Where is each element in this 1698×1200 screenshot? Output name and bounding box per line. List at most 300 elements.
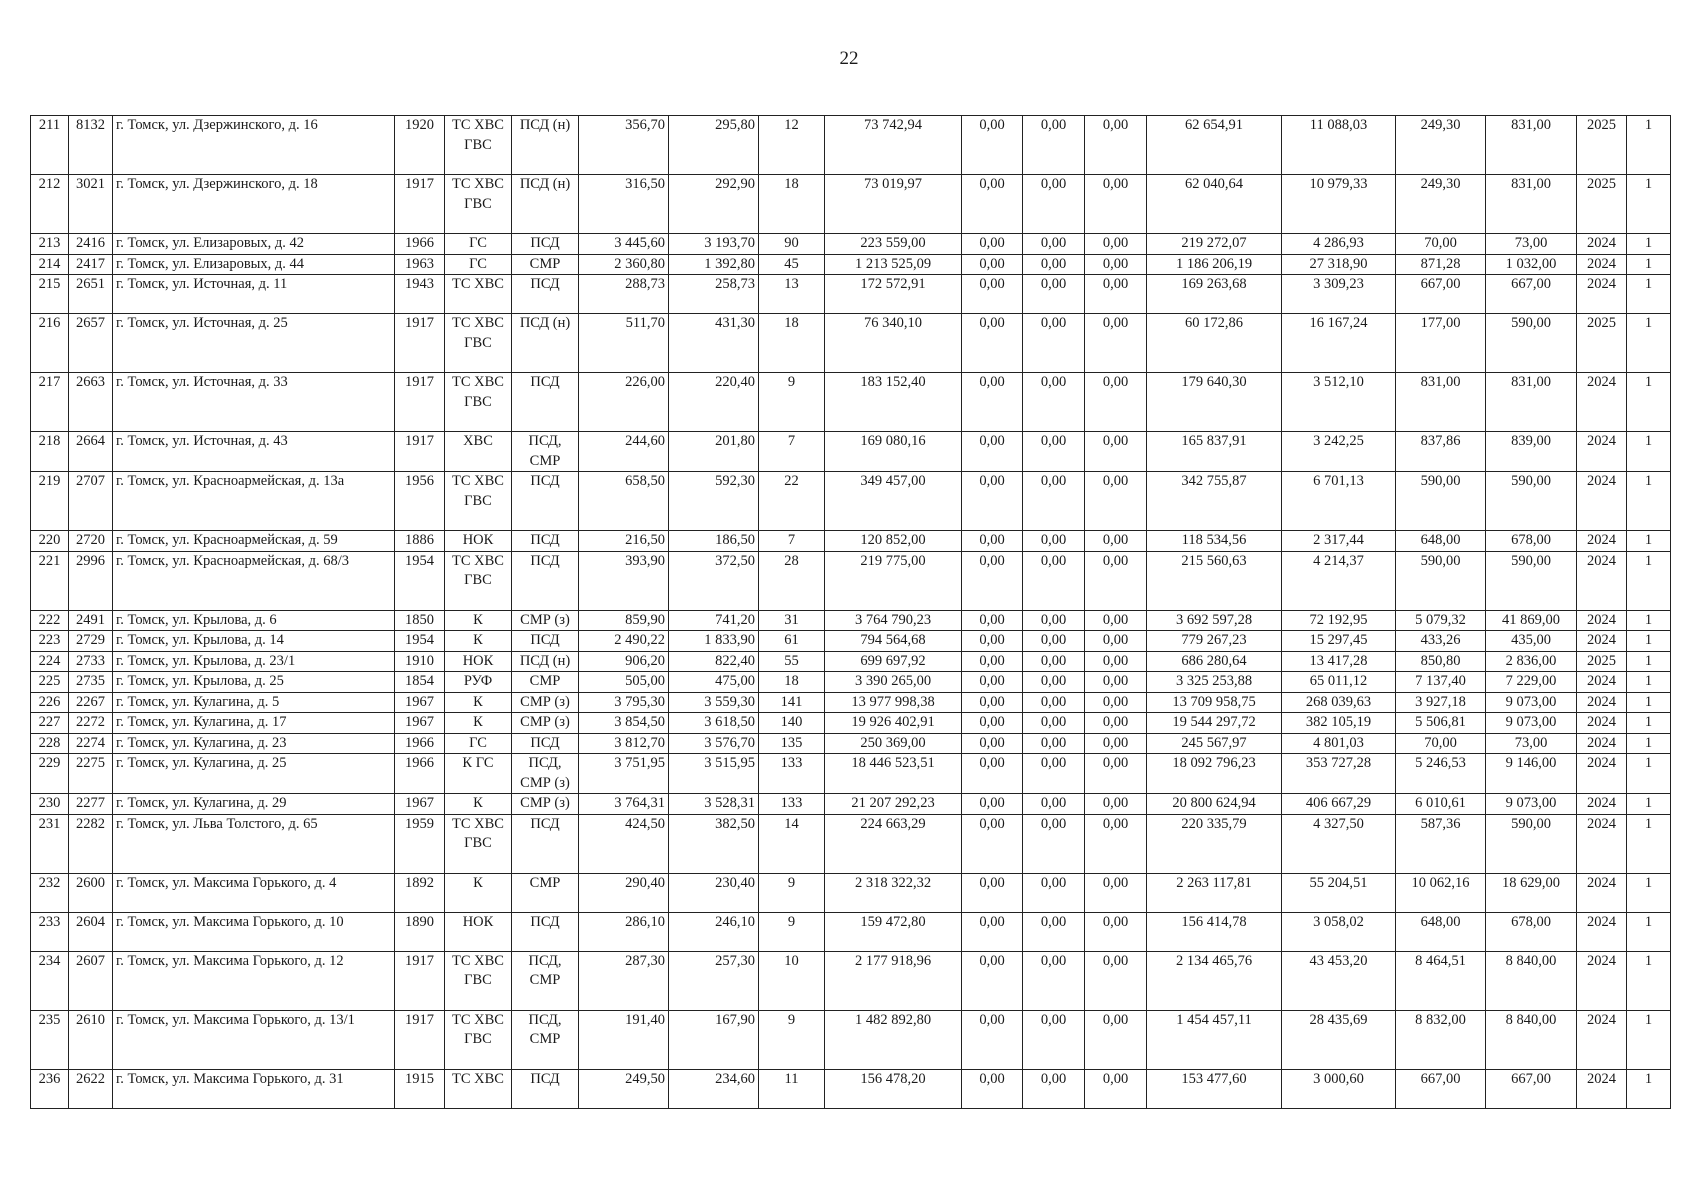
cell-unit-cost: 7 137,40 [1396, 672, 1486, 693]
cell-total-cost: 1 213 525,09 [825, 254, 962, 275]
cell-residents: 9 [759, 1010, 825, 1069]
cell-fund-owners: 118 534,56 [1147, 531, 1282, 552]
cell-work-type: ПСД [512, 631, 579, 652]
cell-system-type: ТС ХВС [445, 275, 512, 314]
cell-fund-owners: 245 567,97 [1147, 733, 1282, 754]
cell-address: г. Томск, ул. Елизаровых, д. 42 [113, 234, 395, 255]
cell-house-code: 2417 [69, 254, 113, 275]
cell-residents: 141 [759, 692, 825, 713]
cell-system-type: ГС [445, 254, 512, 275]
cell-count: 1 [1627, 551, 1671, 610]
cell-fund-local: 0,00 [1085, 551, 1147, 610]
cell-living-area: 822,40 [669, 651, 759, 672]
cell-plan-year: 2024 [1577, 672, 1627, 693]
cell-total-cost: 1 482 892,80 [825, 1010, 962, 1069]
page-number: 22 [839, 48, 859, 69]
cell-plan-year: 2024 [1577, 814, 1627, 873]
cell-fund-federal: 0,00 [962, 531, 1023, 552]
cell-total-cost: 223 559,00 [825, 234, 962, 255]
cell-count: 1 [1627, 432, 1671, 472]
cell-total-cost: 73 019,97 [825, 175, 962, 234]
cell-unit-cost: 433,26 [1396, 631, 1486, 652]
cell-count: 1 [1627, 713, 1671, 734]
cell-work-type: СМР (з) [512, 713, 579, 734]
cell-fund-regional: 0,00 [1023, 1010, 1085, 1069]
cell-fund-owners: 3 325 253,88 [1147, 672, 1282, 693]
cell-fund-federal: 0,00 [962, 254, 1023, 275]
cell-address: г. Томск, ул. Максима Горького, д. 13/1 [113, 1010, 395, 1069]
cell-fund-local: 0,00 [1085, 610, 1147, 631]
cell-system-type: К ГС [445, 754, 512, 794]
cell-work-type: ПСД [512, 472, 579, 531]
cell-fund-other: 3 000,60 [1282, 1069, 1396, 1108]
cell-plan-year: 2024 [1577, 234, 1627, 255]
cell-count: 1 [1627, 314, 1671, 373]
cell-unit-cost: 5 079,32 [1396, 610, 1486, 631]
cell-living-area: 3 559,30 [669, 692, 759, 713]
cell-fund-local: 0,00 [1085, 275, 1147, 314]
cell-fund-other: 2 317,44 [1282, 531, 1396, 552]
cell-fund-federal: 0,00 [962, 631, 1023, 652]
cell-system-type: К [445, 610, 512, 631]
cell-unit-limit: 590,00 [1486, 814, 1577, 873]
cell-house-code: 2996 [69, 551, 113, 610]
cell-count: 1 [1627, 912, 1671, 951]
cell-address: г. Томск, ул. Кулагина, д. 17 [113, 713, 395, 734]
cell-total-cost: 250 369,00 [825, 733, 962, 754]
cell-fund-other: 3 058,02 [1282, 912, 1396, 951]
cell-total-cost: 2 318 322,32 [825, 873, 962, 912]
cell-fund-owners: 779 267,23 [1147, 631, 1282, 652]
cell-work-type: ПСД, СМР (з) [512, 754, 579, 794]
cell-address: г. Томск, ул. Максима Горького, д. 12 [113, 951, 395, 1010]
cell-total-cost: 2 177 918,96 [825, 951, 962, 1010]
cell-build-year: 1959 [395, 814, 445, 873]
cell-row-number: 223 [31, 631, 69, 652]
cell-work-type: ПСД, СМР [512, 951, 579, 1010]
cell-fund-regional: 0,00 [1023, 814, 1085, 873]
cell-row-number: 213 [31, 234, 69, 255]
table-row [31, 951, 1671, 1010]
cell-plan-year: 2024 [1577, 951, 1627, 1010]
cell-fund-local: 0,00 [1085, 373, 1147, 432]
cell-unit-limit: 1 032,00 [1486, 254, 1577, 275]
cell-unit-cost: 871,28 [1396, 254, 1486, 275]
cell-residents: 133 [759, 754, 825, 794]
cell-fund-regional: 0,00 [1023, 873, 1085, 912]
cell-total-area: 3 795,30 [579, 692, 669, 713]
cell-total-area: 505,00 [579, 672, 669, 693]
cell-residents: 55 [759, 651, 825, 672]
cell-unit-limit: 41 869,00 [1486, 610, 1577, 631]
cell-system-type: ГС [445, 733, 512, 754]
cell-fund-local: 0,00 [1085, 472, 1147, 531]
cell-count: 1 [1627, 1069, 1671, 1108]
cell-plan-year: 2024 [1577, 912, 1627, 951]
cell-fund-local: 0,00 [1085, 254, 1147, 275]
cell-fund-regional: 0,00 [1023, 754, 1085, 794]
cell-plan-year: 2024 [1577, 551, 1627, 610]
cell-unit-limit: 667,00 [1486, 275, 1577, 314]
cell-total-area: 3 751,95 [579, 754, 669, 794]
cell-address: г. Томск, ул. Источная, д. 43 [113, 432, 395, 472]
table-row [31, 275, 1671, 314]
cell-house-code: 2651 [69, 275, 113, 314]
cell-address: г. Томск, ул. Крылова, д. 25 [113, 672, 395, 693]
cell-total-area: 658,50 [579, 472, 669, 531]
cell-unit-limit: 831,00 [1486, 373, 1577, 432]
cell-unit-cost: 70,00 [1396, 234, 1486, 255]
cell-fund-regional: 0,00 [1023, 912, 1085, 951]
cell-unit-cost: 831,00 [1396, 373, 1486, 432]
cell-plan-year: 2025 [1577, 175, 1627, 234]
cell-unit-cost: 5 506,81 [1396, 713, 1486, 734]
cell-row-number: 217 [31, 373, 69, 432]
cell-system-type: К [445, 713, 512, 734]
cell-work-type: ПСД [512, 551, 579, 610]
table-row [31, 373, 1671, 432]
cell-fund-other: 4 801,03 [1282, 733, 1396, 754]
cell-fund-other: 4 214,37 [1282, 551, 1396, 610]
cell-build-year: 1910 [395, 651, 445, 672]
cell-build-year: 1886 [395, 531, 445, 552]
table-row [31, 1010, 1671, 1069]
cell-total-area: 286,10 [579, 912, 669, 951]
cell-fund-federal: 0,00 [962, 551, 1023, 610]
cell-plan-year: 2024 [1577, 373, 1627, 432]
cell-unit-limit: 9 073,00 [1486, 794, 1577, 815]
cell-house-code: 2282 [69, 814, 113, 873]
table-row [31, 794, 1671, 815]
cell-fund-other: 65 011,12 [1282, 672, 1396, 693]
cell-fund-local: 0,00 [1085, 794, 1147, 815]
cell-living-area: 431,30 [669, 314, 759, 373]
cell-total-area: 226,00 [579, 373, 669, 432]
cell-row-number: 211 [31, 116, 69, 175]
cell-unit-limit: 18 629,00 [1486, 873, 1577, 912]
cell-row-number: 224 [31, 651, 69, 672]
cell-residents: 12 [759, 116, 825, 175]
cell-fund-federal: 0,00 [962, 432, 1023, 472]
cell-living-area: 167,90 [669, 1010, 759, 1069]
cell-work-type: ПСД [512, 234, 579, 255]
cell-address: г. Томск, ул. Кулагина, д. 5 [113, 692, 395, 713]
cell-build-year: 1890 [395, 912, 445, 951]
cell-work-type: СМР [512, 873, 579, 912]
cell-system-type: ТС ХВС ГВС [445, 472, 512, 531]
cell-build-year: 1943 [395, 275, 445, 314]
cell-row-number: 225 [31, 672, 69, 693]
cell-fund-owners: 13 709 958,75 [1147, 692, 1282, 713]
cell-count: 1 [1627, 175, 1671, 234]
cell-living-area: 230,40 [669, 873, 759, 912]
cell-unit-limit: 839,00 [1486, 432, 1577, 472]
cell-fund-owners: 686 280,64 [1147, 651, 1282, 672]
cell-fund-other: 4 286,93 [1282, 234, 1396, 255]
cell-total-area: 287,30 [579, 951, 669, 1010]
cell-fund-other: 43 453,20 [1282, 951, 1396, 1010]
cell-plan-year: 2024 [1577, 794, 1627, 815]
cell-work-type: ПСД [512, 733, 579, 754]
cell-row-number: 231 [31, 814, 69, 873]
cell-house-code: 2275 [69, 754, 113, 794]
cell-build-year: 1954 [395, 551, 445, 610]
table-row [31, 873, 1671, 912]
cell-fund-other: 3 512,10 [1282, 373, 1396, 432]
cell-fund-owners: 2 263 117,81 [1147, 873, 1282, 912]
cell-house-code: 2274 [69, 733, 113, 754]
cell-fund-local: 0,00 [1085, 912, 1147, 951]
cell-fund-owners: 19 544 297,72 [1147, 713, 1282, 734]
cell-system-type: ТС ХВС ГВС [445, 314, 512, 373]
table-row [31, 1069, 1671, 1108]
cell-fund-other: 268 039,63 [1282, 692, 1396, 713]
cell-count: 1 [1627, 373, 1671, 432]
table-row [31, 551, 1671, 610]
cell-system-type: ТС ХВС ГВС [445, 1010, 512, 1069]
cell-fund-other: 55 204,51 [1282, 873, 1396, 912]
cell-fund-regional: 0,00 [1023, 116, 1085, 175]
cell-fund-owners: 169 263,68 [1147, 275, 1282, 314]
cell-residents: 13 [759, 275, 825, 314]
cell-system-type: РУФ [445, 672, 512, 693]
cell-fund-other: 16 167,24 [1282, 314, 1396, 373]
cell-total-area: 3 445,60 [579, 234, 669, 255]
cell-fund-federal: 0,00 [962, 754, 1023, 794]
cell-work-type: ПСД (н) [512, 116, 579, 175]
cell-fund-federal: 0,00 [962, 1069, 1023, 1108]
cell-count: 1 [1627, 234, 1671, 255]
cell-residents: 7 [759, 432, 825, 472]
cell-fund-regional: 0,00 [1023, 610, 1085, 631]
cell-row-number: 233 [31, 912, 69, 951]
cell-residents: 135 [759, 733, 825, 754]
cell-work-type: ПСД (н) [512, 175, 579, 234]
cell-address: г. Томск, ул. Источная, д. 11 [113, 275, 395, 314]
cell-plan-year: 2024 [1577, 275, 1627, 314]
cell-build-year: 1966 [395, 754, 445, 794]
cell-fund-federal: 0,00 [962, 234, 1023, 255]
cell-work-type: ПСД (н) [512, 651, 579, 672]
cell-house-code: 2610 [69, 1010, 113, 1069]
cell-unit-limit: 9 146,00 [1486, 754, 1577, 794]
cell-plan-year: 2024 [1577, 254, 1627, 275]
cell-work-type: ПСД [512, 1069, 579, 1108]
cell-address: г. Томск, ул. Максима Горького, д. 10 [113, 912, 395, 951]
cell-unit-cost: 587,36 [1396, 814, 1486, 873]
cell-plan-year: 2025 [1577, 651, 1627, 672]
cell-system-type: ХВС [445, 432, 512, 472]
cell-unit-limit: 831,00 [1486, 116, 1577, 175]
cell-fund-owners: 179 640,30 [1147, 373, 1282, 432]
cell-plan-year: 2024 [1577, 1010, 1627, 1069]
cell-fund-local: 0,00 [1085, 733, 1147, 754]
cell-unit-limit: 9 073,00 [1486, 692, 1577, 713]
cell-work-type: СМР (з) [512, 794, 579, 815]
cell-count: 1 [1627, 733, 1671, 754]
cell-total-cost: 13 977 998,38 [825, 692, 962, 713]
cell-house-code: 2663 [69, 373, 113, 432]
table-row [31, 234, 1671, 255]
cell-total-area: 393,90 [579, 551, 669, 610]
cell-row-number: 216 [31, 314, 69, 373]
cell-work-type: СМР (з) [512, 610, 579, 631]
cell-address: г. Томск, ул. Дзержинского, д. 16 [113, 116, 395, 175]
cell-row-number: 214 [31, 254, 69, 275]
cell-fund-owners: 62 654,91 [1147, 116, 1282, 175]
cell-build-year: 1967 [395, 692, 445, 713]
cell-plan-year: 2025 [1577, 116, 1627, 175]
cell-house-code: 2657 [69, 314, 113, 373]
cell-count: 1 [1627, 951, 1671, 1010]
cell-address: г. Томск, ул. Кулагина, д. 25 [113, 754, 395, 794]
cell-total-area: 424,50 [579, 814, 669, 873]
cell-living-area: 592,30 [669, 472, 759, 531]
cell-fund-other: 6 701,13 [1282, 472, 1396, 531]
cell-build-year: 1892 [395, 873, 445, 912]
cell-unit-cost: 648,00 [1396, 531, 1486, 552]
cell-fund-federal: 0,00 [962, 275, 1023, 314]
cell-fund-owners: 219 272,07 [1147, 234, 1282, 255]
cell-unit-limit: 590,00 [1486, 472, 1577, 531]
cell-build-year: 1915 [395, 1069, 445, 1108]
cell-unit-cost: 590,00 [1396, 472, 1486, 531]
table-row [31, 733, 1671, 754]
cell-fund-local: 0,00 [1085, 814, 1147, 873]
cell-fund-regional: 0,00 [1023, 551, 1085, 610]
cell-fund-other: 13 417,28 [1282, 651, 1396, 672]
cell-total-area: 3 854,50 [579, 713, 669, 734]
cell-system-type: НОК [445, 912, 512, 951]
cell-fund-federal: 0,00 [962, 951, 1023, 1010]
cell-system-type: ТС ХВС ГВС [445, 551, 512, 610]
cell-fund-owners: 220 335,79 [1147, 814, 1282, 873]
cell-address: г. Томск, ул. Кулагина, д. 29 [113, 794, 395, 815]
cell-house-code: 2664 [69, 432, 113, 472]
cell-house-code: 2607 [69, 951, 113, 1010]
cell-unit-limit: 435,00 [1486, 631, 1577, 652]
cell-residents: 140 [759, 713, 825, 734]
cell-fund-federal: 0,00 [962, 175, 1023, 234]
cell-system-type: ТС ХВС ГВС [445, 116, 512, 175]
table-row [31, 651, 1671, 672]
cell-unit-limit: 590,00 [1486, 314, 1577, 373]
cell-residents: 7 [759, 531, 825, 552]
cell-fund-regional: 0,00 [1023, 631, 1085, 652]
cell-fund-regional: 0,00 [1023, 951, 1085, 1010]
cell-fund-other: 27 318,90 [1282, 254, 1396, 275]
cell-residents: 90 [759, 234, 825, 255]
cell-unit-limit: 2 836,00 [1486, 651, 1577, 672]
cell-total-cost: 183 152,40 [825, 373, 962, 432]
cell-work-type: СМР (з) [512, 692, 579, 713]
cell-residents: 9 [759, 912, 825, 951]
cell-work-type: ПСД [512, 531, 579, 552]
cell-build-year: 1917 [395, 951, 445, 1010]
cell-unit-limit: 667,00 [1486, 1069, 1577, 1108]
cell-unit-limit: 678,00 [1486, 912, 1577, 951]
table-row [31, 472, 1671, 531]
cell-living-area: 3 618,50 [669, 713, 759, 734]
cell-fund-regional: 0,00 [1023, 531, 1085, 552]
cell-total-cost: 76 340,10 [825, 314, 962, 373]
cell-address: г. Томск, ул. Льва Толстого, д. 65 [113, 814, 395, 873]
cell-fund-local: 0,00 [1085, 116, 1147, 175]
cell-total-area: 249,50 [579, 1069, 669, 1108]
cell-count: 1 [1627, 814, 1671, 873]
cell-total-cost: 699 697,92 [825, 651, 962, 672]
cell-fund-regional: 0,00 [1023, 672, 1085, 693]
cell-build-year: 1967 [395, 713, 445, 734]
cell-system-type: ТС ХВС ГВС [445, 175, 512, 234]
cell-fund-regional: 0,00 [1023, 275, 1085, 314]
cell-row-number: 234 [31, 951, 69, 1010]
cell-total-cost: 172 572,91 [825, 275, 962, 314]
cell-living-area: 201,80 [669, 432, 759, 472]
cell-row-number: 226 [31, 692, 69, 713]
cell-plan-year: 2024 [1577, 733, 1627, 754]
cell-fund-other: 353 727,28 [1282, 754, 1396, 794]
cell-unit-cost: 648,00 [1396, 912, 1486, 951]
cell-count: 1 [1627, 472, 1671, 531]
cell-work-type: ПСД (н) [512, 314, 579, 373]
cell-fund-regional: 0,00 [1023, 794, 1085, 815]
cell-fund-owners: 1 186 206,19 [1147, 254, 1282, 275]
cell-fund-owners: 20 800 624,94 [1147, 794, 1282, 815]
cell-total-cost: 3 764 790,23 [825, 610, 962, 631]
cell-fund-regional: 0,00 [1023, 713, 1085, 734]
cell-build-year: 1917 [395, 432, 445, 472]
cell-total-cost: 120 852,00 [825, 531, 962, 552]
cell-living-area: 295,80 [669, 116, 759, 175]
cell-house-code: 2707 [69, 472, 113, 531]
cell-fund-federal: 0,00 [962, 692, 1023, 713]
cell-fund-local: 0,00 [1085, 234, 1147, 255]
cell-living-area: 3 193,70 [669, 234, 759, 255]
cell-unit-limit: 8 840,00 [1486, 1010, 1577, 1069]
cell-fund-owners: 60 172,86 [1147, 314, 1282, 373]
cell-work-type: ПСД, СМР [512, 432, 579, 472]
cell-living-area: 1 833,90 [669, 631, 759, 652]
cell-build-year: 1966 [395, 733, 445, 754]
cell-house-code: 2604 [69, 912, 113, 951]
cell-row-number: 212 [31, 175, 69, 234]
cell-fund-owners: 2 134 465,76 [1147, 951, 1282, 1010]
cell-total-cost: 18 446 523,51 [825, 754, 962, 794]
cell-unit-cost: 10 062,16 [1396, 873, 1486, 912]
cell-build-year: 1920 [395, 116, 445, 175]
cell-fund-other: 3 242,25 [1282, 432, 1396, 472]
cell-total-area: 2 490,22 [579, 631, 669, 652]
cell-work-type: ПСД [512, 275, 579, 314]
cell-row-number: 218 [31, 432, 69, 472]
cell-fund-owners: 3 692 597,28 [1147, 610, 1282, 631]
cell-build-year: 1917 [395, 1010, 445, 1069]
cell-house-code: 3021 [69, 175, 113, 234]
cell-residents: 9 [759, 873, 825, 912]
cell-count: 1 [1627, 254, 1671, 275]
cell-total-area: 3 764,31 [579, 794, 669, 815]
cell-fund-local: 0,00 [1085, 692, 1147, 713]
cell-address: г. Томск, ул. Источная, д. 33 [113, 373, 395, 432]
cell-plan-year: 2024 [1577, 692, 1627, 713]
cell-system-type: ТС ХВС ГВС [445, 373, 512, 432]
cell-unit-limit: 590,00 [1486, 551, 1577, 610]
cell-fund-federal: 0,00 [962, 373, 1023, 432]
cell-work-type: ПСД [512, 373, 579, 432]
cell-living-area: 292,90 [669, 175, 759, 234]
cell-unit-cost: 667,00 [1396, 1069, 1486, 1108]
